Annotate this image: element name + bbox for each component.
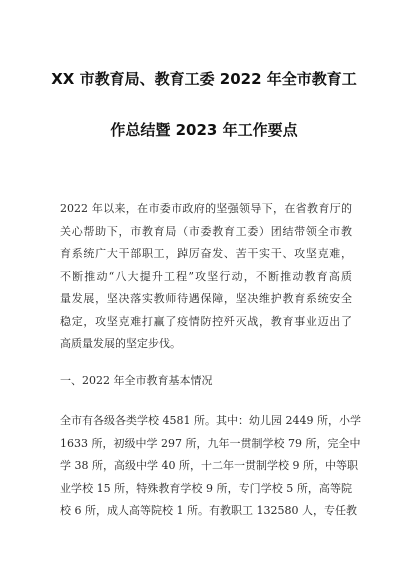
document-title-line-1: XX 市教育局、教育工委 2022 年全市教育工 <box>51 70 357 88</box>
paragraph-line: 业学校 15 所，特殊教育学校 9 所，专门学校 5 所，高等院 <box>60 481 352 495</box>
paragraph-line: 全市有各级各类学校 4581 所。其中：幼儿园 2449 所，小学 <box>60 414 361 427</box>
section-heading: 一、2022 年全市教育基本情况 <box>60 374 213 387</box>
paragraph-line: 高质量发展的坚定步伐。 <box>60 337 181 350</box>
paragraph-line: 学 38 所，高级中学 40 所，十二年一贯制学校 9 所，中等职 <box>60 459 358 472</box>
document-title-line-2: 作总结暨 2023 年工作要点 <box>110 121 298 139</box>
statistics-paragraph <box>60 410 361 523</box>
paragraph-line: 稳定，攻坚克难打赢了疫情防控歼灭战，教育事业迈出了 <box>60 314 352 328</box>
paragraph-line: 2022 年以来，在市委市政府的坚强领导下，在省教育厅的 <box>60 202 352 215</box>
paragraph-line: 1633 所，初级中学 297 所，九年一贯制学校 79 所，完全中 <box>60 436 361 450</box>
intro-paragraph <box>60 198 352 356</box>
paragraph-line: 校 6 所，成人高等院校 1 所。有教职工 132580 人，专任教 <box>60 504 357 517</box>
paragraph-line: 不断推动“八大提升工程”攻坚行动，不断推动教育高质 <box>60 269 352 283</box>
paragraph-line: 关心帮助下，市教育局（市委教育工委）团结带领全市教 <box>60 224 352 238</box>
paragraph-line: 育系统广大干部职工，踔厉奋发、苦干实干、攻坚克难， <box>60 247 352 260</box>
paragraph-line: 量发展，坚决落实教师待遇保障，坚决维护教育系统安全 <box>60 292 352 305</box>
